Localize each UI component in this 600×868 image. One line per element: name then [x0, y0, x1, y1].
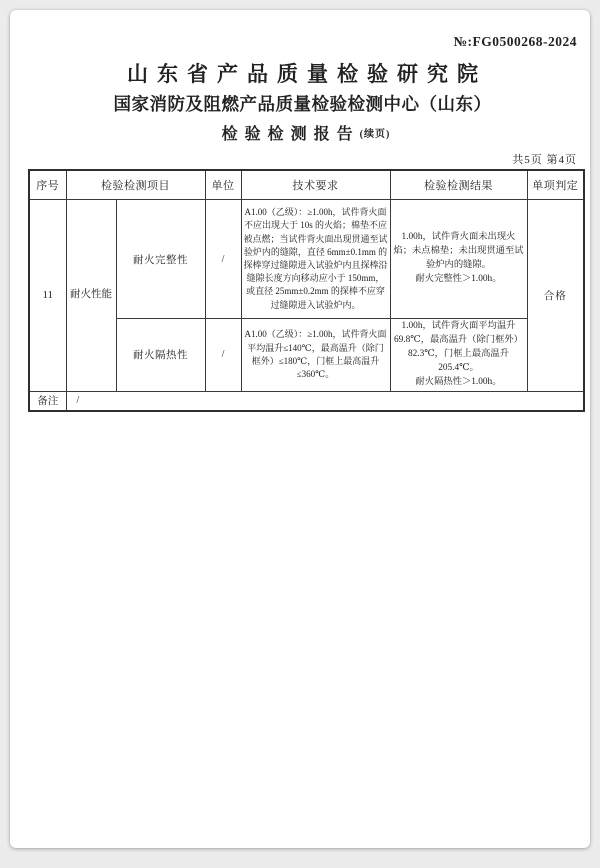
test-category: 耐火性能 [66, 200, 116, 392]
report-title-suffix: (续页) [359, 129, 391, 140]
verdict: 合格 [527, 200, 584, 392]
table-header-row [29, 170, 584, 200]
test-result-conclusion: 耐火隔热性＞1.00h。 [415, 376, 502, 387]
remark-row [29, 391, 584, 411]
test-result-conclusion: 耐火完整性＞1.00h。 [415, 273, 502, 284]
test-result-text: 1.00h，试件背火面未出现火焰；未点棉垫；未出现贯通至试验炉内的缝隙。 [393, 232, 524, 270]
header-requirement: 技术要求 [241, 170, 390, 200]
testing-center-name: 国家消防及阻燃产品质量检验检测中心（山东） [113, 94, 492, 114]
test-result [390, 319, 527, 392]
test-result [390, 200, 527, 319]
header-test-item: 检验检测项目 [66, 170, 205, 200]
unit-value: / [205, 200, 241, 319]
test-item-name: 耐火完整性 [116, 200, 205, 319]
header-unit: 单位 [205, 170, 241, 200]
inspection-results-table [28, 169, 585, 412]
remark-value: / [66, 391, 584, 411]
report-number: №:FG0500268-2024 [453, 34, 577, 49]
report-page [10, 10, 590, 848]
unit-value: / [205, 319, 241, 392]
header-verdict: 单项判定 [527, 170, 584, 200]
seq-number: 11 [29, 200, 66, 392]
table-row [29, 200, 584, 319]
technical-requirement: A1.00（乙级）：≥1.00h，试件背火面平均温升≤140℃，最高温升（除门框外）≤180℃，门框上最高温升≤360℃。 [241, 319, 390, 392]
technical-requirement: A1.00（乙级）：≥1.00h，试件背火面不应出现大于 10s 的火焰；棉垫不应被点燃；当试件背火面出现贯通至试验炉内的缝隙，直径 6mm±0.1mm 的探棒穿过缝隙进入试验炉内且探棒沿缝隙长度方向移动应小于 150mm，或直径 25mm±0.2mm 的探棒不应穿过缝隙进入试验炉内。 [241, 200, 390, 319]
header-result: 检验检测结果 [390, 170, 527, 200]
header-seq: 序号 [29, 170, 66, 200]
organization-name: 山东省产品质量检验研究院 [127, 62, 487, 86]
test-item-name: 耐火隔热性 [116, 319, 205, 392]
report-title-text: 检验检测报告 [221, 126, 360, 143]
remark-label: 备注 [29, 391, 66, 411]
report-title [28, 121, 577, 144]
test-result-text: 1.00h，试件背火面平均温升 69.8℃，最高温升（除门框外）82.3℃，门框上最高温升 205.4℃。 [394, 321, 523, 373]
page-indicator: 共5页 第4页 [512, 154, 577, 166]
